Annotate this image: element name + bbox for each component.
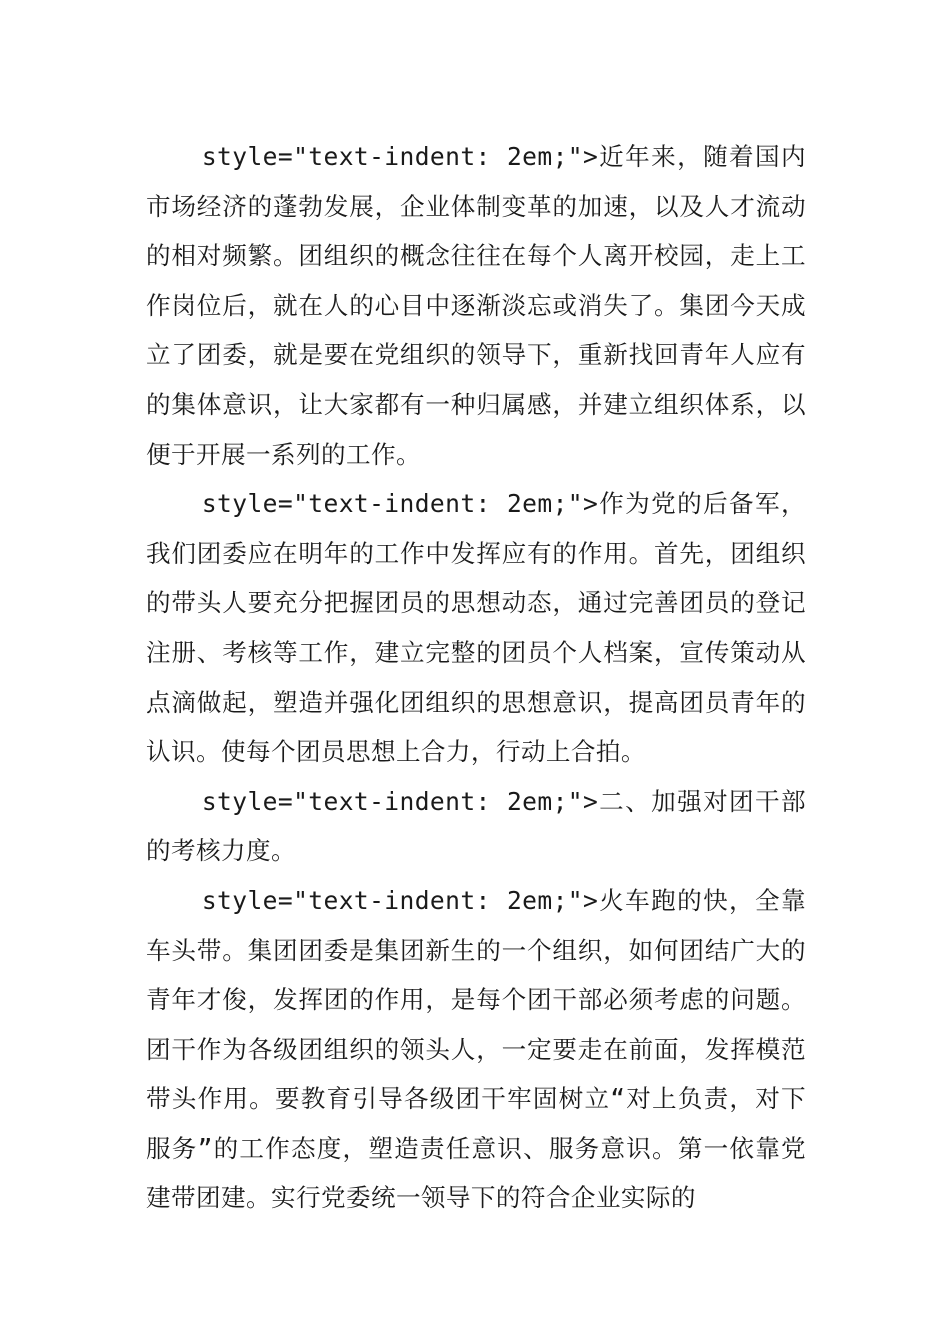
document-body (146, 132, 806, 1223)
paragraph-1: style="text-indent: 2em;">近年来，随着国内市场经济的蓬勃发展，企业体制变革的加速，以及人才流动的相对频繁。团组织的概念往往在每个人离开校园，走上工作岗位后，就在人的心目中逐渐淡忘或消失了。集团今天成立了团委，就是要在党组织的领导下，重新找回青年人应有的集体意识，让大家都有一种归属感，并建立组织体系，以便于开展一系列的工作。 (146, 142, 806, 469)
paragraph-4: style="text-indent: 2em;">火车跑的快，全靠车头带。集团团委是集团新生的一个组织，如何团结广大的青年才俊，发挥团的作用，是每个团干部必须考虑的问题。团干作为各级团组织的领头人，一定要走在前面，发挥模范带头作用。要教育引导各级团干牢固树立“对上负责，对下服务”的工作态度，塑造责任意识、服务意识。第一依靠党建带团建。实行党委统一领导下的符合企业实际的 (146, 885, 806, 1213)
paragraph-2: style="text-indent: 2em;">作为党的后备军，我们团委应在明年的工作中发挥应有的作用。首先，团组织的带头人要充分把握团员的思想动态，通过完善团员的登记注册、考核等工作，建立完整的团员个人档案，宣传策动从点滴做起，塑造并强化团组织的思想意识，提高团员青年的认识。使每个团员思想上合力，行动上合拍。 (146, 489, 806, 767)
paragraph-3: style="text-indent: 2em;">二、加强对团干部的考核力度。 (146, 786, 806, 866)
